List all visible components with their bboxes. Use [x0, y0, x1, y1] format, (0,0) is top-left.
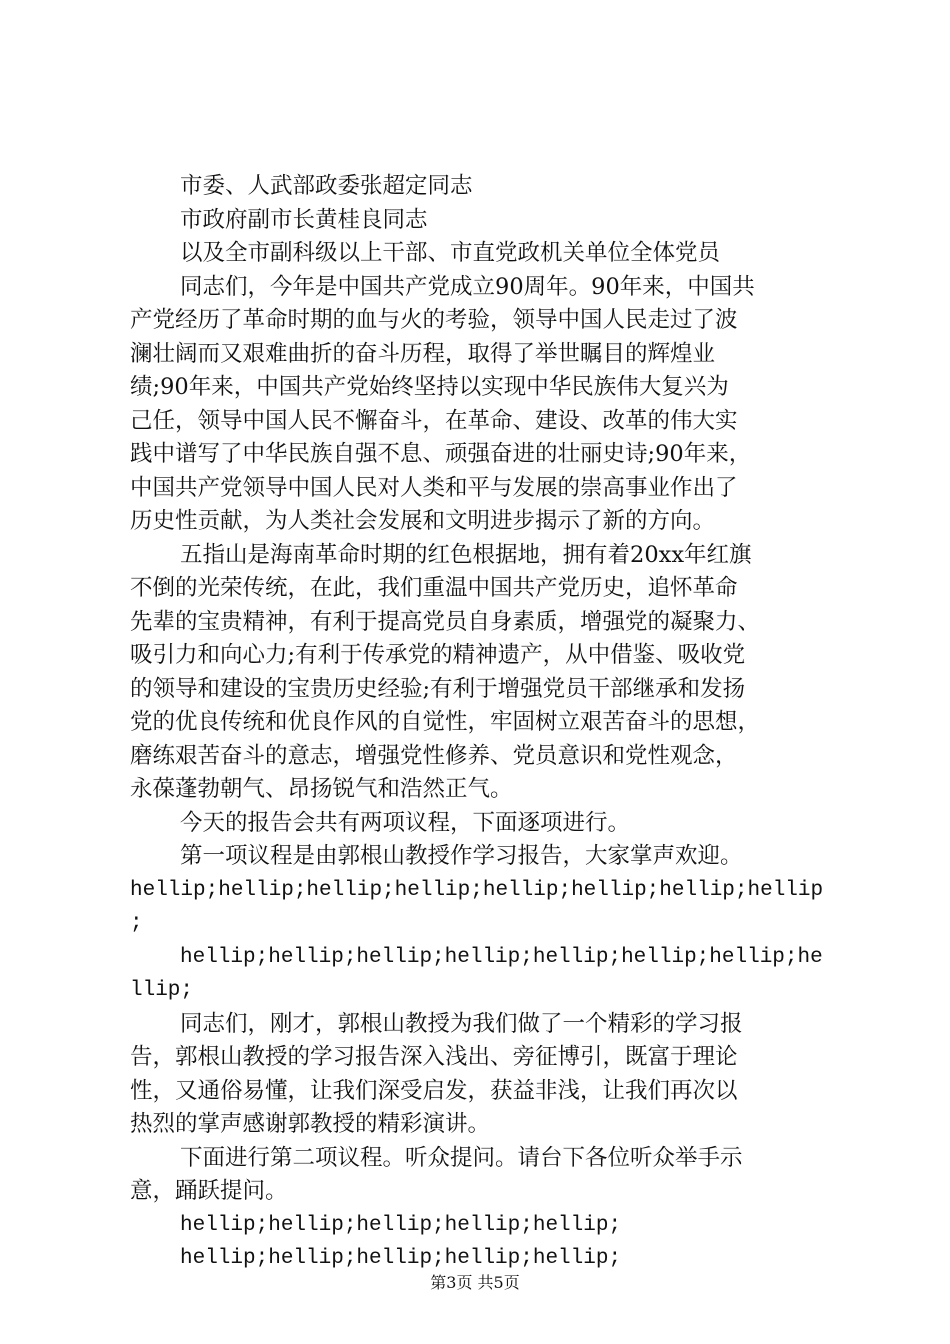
page-footer: 第3页 共5页: [430, 1273, 520, 1292]
text-line: hellip;hellip;hellip;hellip;hellip;: [180, 1213, 622, 1237]
text-line: 意，踊跃提问。: [130, 1178, 288, 1204]
text-line: 第一项议程是由郭根山教授作学习报告，大家掌声欢迎。: [180, 843, 743, 869]
text-line: ;: [130, 912, 143, 935]
text-line: 五指山是海南革命时期的红色根据地，拥有着20xx年红旗: [180, 541, 752, 568]
text-line: 澜壮阔而又艰难曲折的奋斗历程，取得了举世瞩目的辉煌业: [130, 340, 716, 367]
text-line: 中国共产党领导中国人民对人类和平与发展的崇高事业作出了: [130, 474, 738, 501]
text-line: hellip;hellip;hellip;hellip;hellip;hellip;hellip;hellip: [130, 878, 824, 902]
text-line: 磨练艰苦奋斗的意志，增强党性修养、党员意识和党性观念，: [130, 742, 738, 769]
text-line: 以及全市副科级以上干部、市直党政机关单位全体党员: [180, 240, 721, 266]
text-line: 历史性贡献，为人类社会发展和文明进步揭示了新的方向。: [130, 508, 716, 534]
document-body: [130, 170, 830, 1276]
text-line: 永葆蓬勃朝气、昂扬锐气和浩然正气。: [130, 776, 513, 802]
text-line: 市委、人武部政委张超定同志: [180, 173, 473, 199]
text-line: 绩;90年来，中国共产党始终坚持以实现中华民族伟大复兴为: [130, 374, 729, 400]
text-line: hellip;hellip;hellip;hellip;hellip;: [180, 1247, 622, 1270]
text-line: 热烈的掌声感谢郭教授的精彩演讲。: [130, 1111, 491, 1137]
text-line: 市政府副市长黄桂良同志: [180, 206, 428, 233]
text-line: 产党经历了革命时期的血与火的考验，领导中国人民走过了波: [130, 307, 738, 333]
text-line: llip;: [130, 979, 194, 1002]
text-line: hellip;hellip;hellip;hellip;hellip;hellip;hellip;he: [180, 945, 823, 969]
text-line: 下面进行第二项议程。听众提问。请台下各位听众举手示: [180, 1144, 743, 1171]
text-line: 不倒的光荣传统，在此，我们重温中国共产党历史，追怀革命: [130, 575, 738, 601]
text-line: 先辈的宝贵精神，有利于提高党员自身素质，增强党的凝聚力、: [130, 608, 761, 635]
text-line: 告，郭根山教授的学习报告深入浅出、旁征博引，既富于理论: [130, 1044, 738, 1070]
text-line: 今天的报告会共有两项议程，下面逐项进行。: [180, 809, 631, 836]
text-line: 践中谱写了中华民族自强不息、顽强奋进的壮丽史诗;90年来，: [130, 441, 752, 467]
text-line: 己任，领导中国人民不懈奋斗，在革命、建设、改革的伟大实: [130, 407, 738, 434]
text-line: 同志们，今年是中国共产党成立90周年。90年来，中国共: [180, 273, 755, 300]
text-line: 吸引力和向心力;有利于传承党的精神遗产，从中借鉴、吸收党: [130, 642, 746, 668]
text-line: 党的优良传统和优良作风的自觉性，牢固树立艰苦奋斗的思想，: [130, 709, 761, 735]
text-line: 的领导和建设的宝贵历史经验;有利于增强党员干部继承和发扬: [130, 675, 746, 702]
text-line: 性，又通俗易懂，让我们深受启发，获益非浅，让我们再次以: [130, 1077, 738, 1104]
text-line: 同志们，刚才，郭根山教授为我们做了一个精彩的学习报: [180, 1010, 743, 1037]
